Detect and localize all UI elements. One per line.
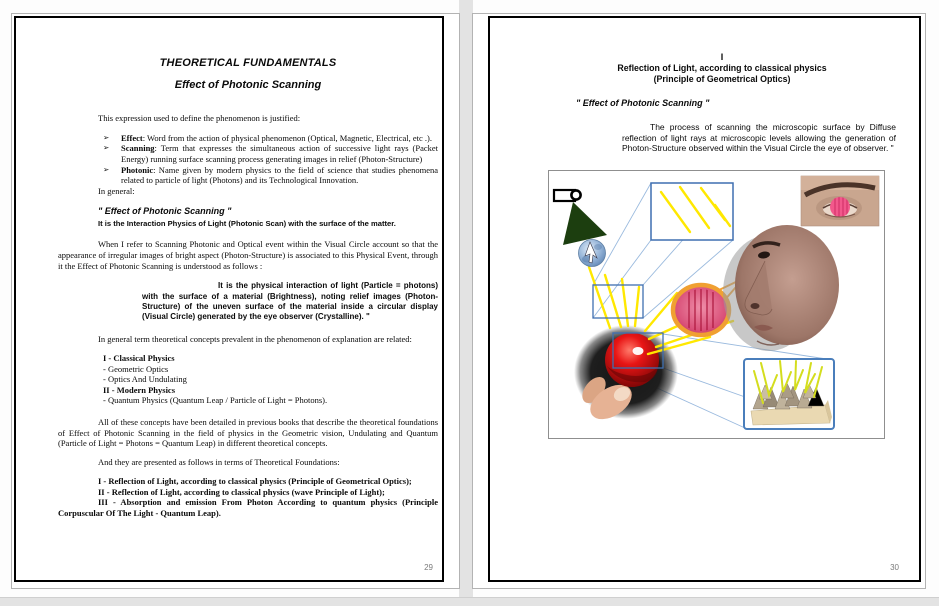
concept-item: - Quantum Physics (Quantum Leap / Particle of Light = Photons). (103, 395, 328, 406)
foundation-item: I - Reflection of Light, according to classical physics (Principle of Geometrical Optics); (98, 476, 412, 487)
quote-title: " Effect of Photonic Scanning " (98, 206, 232, 217)
page-gutter (459, 0, 473, 597)
list-item (103, 165, 438, 186)
page-number: 30 (890, 563, 899, 572)
page-subtitle: Effect of Photonic Scanning (174, 78, 322, 91)
list-item (103, 143, 438, 164)
concept-item: II - Modern Physics (103, 384, 176, 395)
quote-block: It is the physical interaction of light (Particle = photons) with the surface of a material (Brightness), noting relief images (Photon-Structure) of the uneven surface of the material inside a circular display (Visual Circle) generated by the eye observer (Crystalline). " (142, 281, 438, 322)
term-text: : Word from the action of physical phenomenon (Optical, Magnetic, Electrical, etc .). (142, 132, 432, 143)
list-item (103, 133, 438, 144)
term-label: Scanning (121, 143, 155, 154)
arrow-bullet-icon: ➢ (103, 132, 110, 142)
photonic-scanning-illustration (549, 171, 884, 438)
horizontal-scrollbar[interactable] (0, 597, 939, 606)
paragraph: In general term theoretical concepts prevalent in the phenomenon of explanation are related: (98, 333, 412, 344)
paragraph: When I refer to Scanning Photonic and Optical event within the Visual Circle account so that the appearance of irregular images of bright aspect (Photon-Structure) is associated to this Physical Event, through it the Effect of Photonic Scanning is understood as follows : (58, 239, 438, 271)
definition-list (103, 133, 438, 186)
photonic-scanning-figure (548, 170, 885, 439)
quote-title: " Effect of Photonic Scanning " (576, 97, 710, 108)
page-30-content (548, 52, 896, 439)
foundation-item: III - Absorption and emission From Photon According to quantum physics (Principle Corpuscular Of The Light - Quantum Leap). (58, 497, 438, 519)
projector-icon (554, 190, 581, 201)
concept-item: - Optics And Undulating (103, 374, 187, 385)
paragraph: All of these concepts have been detailed in previous books that describe the theoretical foundations of Effect of Photonic Scanning in the field of physics in the Geometric vision, Undulating and Quantum (Particle of Light = Photons = Quantum Leap) in different theoretical concepts. (58, 416, 438, 449)
paragraph: And they are presented as follows in terms of Theoretical Foundations: (98, 457, 340, 468)
micro-surface-box (744, 359, 834, 429)
term-text: : Term that expresses the simultaneous action of successive light rays (Packet Energy) running surface scanning process generating images in relief (Photon-Structure) (121, 143, 438, 164)
bulb-icon (579, 239, 606, 266)
term-label: Photonic (121, 164, 154, 175)
in-general-line: In general: (98, 185, 135, 196)
face-profile-photo (723, 225, 839, 351)
paragraph: The process of scanning the microscopic surface by Diffuse reflection of light rays at microscopic levels allowing the generation of Photon-Structure observed within the Visual Circle the eye of observer. " (622, 122, 896, 154)
arrow-bullet-icon: ➢ (103, 164, 110, 174)
term-label: Effect (121, 132, 143, 143)
term-text: : Name given by modern physics to the field of science that studies phenomena related to particle of light (Photons) and its Technological Innovation. (121, 164, 438, 186)
chapter-title-line1: Reflection of Light, according to classical physics (617, 62, 827, 73)
chapter-numeral: I (720, 52, 724, 62)
concept-item: - Geometric Optics (103, 363, 169, 374)
concepts-list (103, 353, 438, 406)
arrow-bullet-icon: ➢ (103, 143, 110, 153)
page-30 (473, 14, 925, 588)
intro-line: This expression used to define the phenomenon is justified: (98, 113, 301, 124)
chapter-title-line2: (Principle of Geometrical Optics) (653, 73, 791, 84)
concept-item: I - Classical Physics (103, 352, 175, 363)
foundation-item: II - Reflection of Light, according to classical physics (wave Principle of Light); (98, 486, 385, 497)
zoom-rect-large (651, 183, 733, 240)
page-29 (12, 14, 459, 588)
page-title: THEORETICAL FUNDAMENTALS (159, 57, 337, 69)
light-beam-cone (563, 202, 607, 245)
page-number: 29 (424, 563, 433, 572)
eye-photo (801, 176, 879, 226)
quote-definition: It is the Interaction Physics of Light (Photonic Scan) with the surface of the matter. (98, 218, 396, 228)
page-29-content (58, 58, 438, 519)
